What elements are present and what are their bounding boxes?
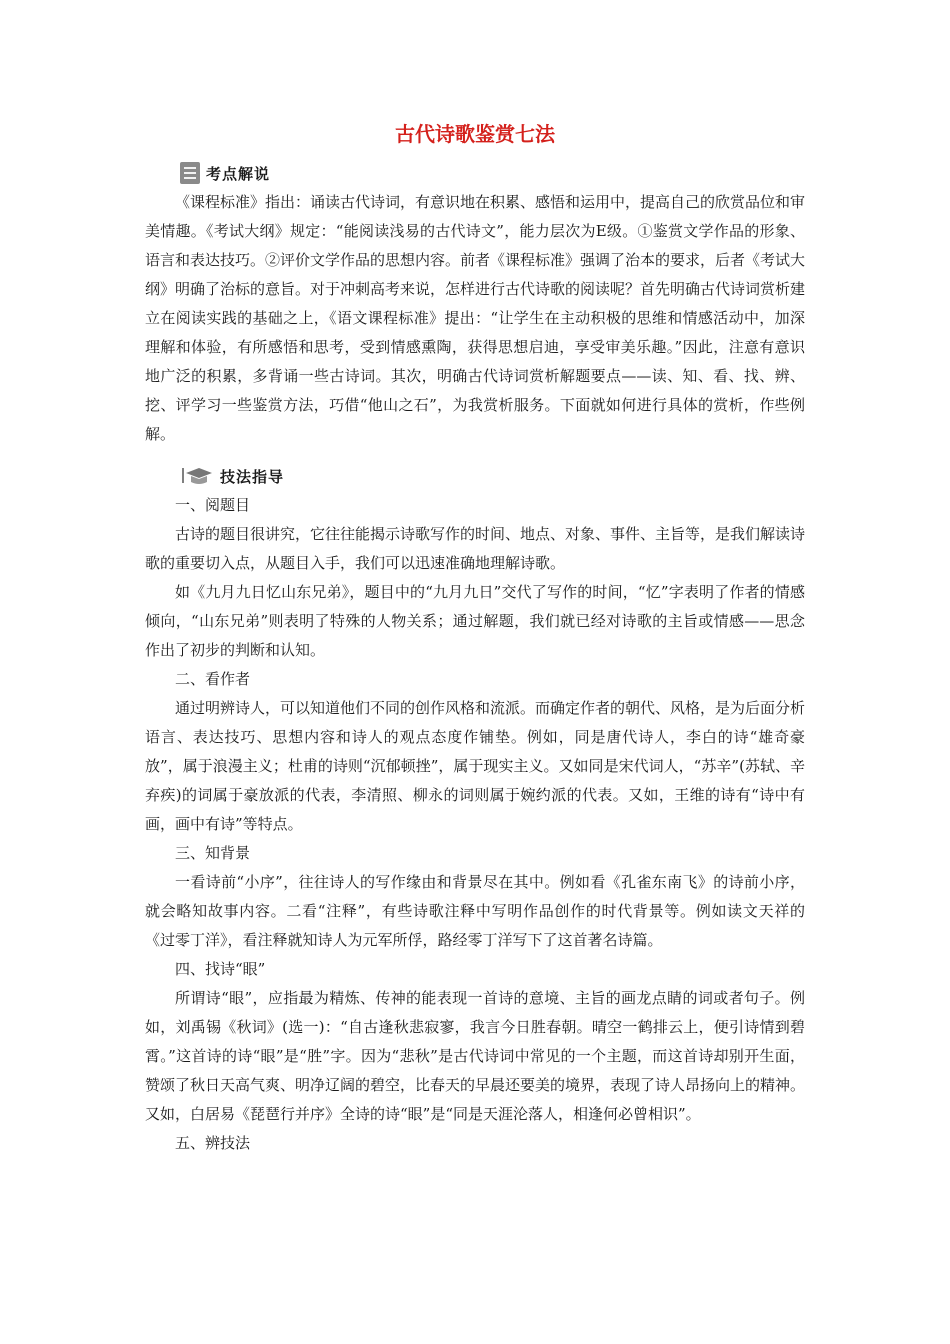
technique-paragraph: 古诗的题目很讲究，它往往能揭示诗歌写作的时间、地点、对象、事件、主旨等，是我们解读诗歌的重要切入点，从题目入手，我们可以迅速准确地理解诗歌。 (145, 525, 806, 572)
technique-paragraph: 一看诗前“小序”，往往诗人的写作缘由和背景尽在其中。例如看《孔雀东南飞》的诗前小序，就会略知故事内容。二看“注释”，有些诗歌注释中写明作品创作的时代背景等。例如读文天祥的《过零丁洋》，看注释就知诗人为元军所俘，路经零丁洋写下了这首著名诗篇。 (145, 873, 805, 949)
intro-paragraph: 《课程标准》指出：诵读古代诗词，有意识地在积累、感悟和运用中，提高自己的欣赏品位和审美情趣。《考试大纲》规定：“能阅读浅易的古代诗文”，能力层次为E级。①鉴赏文学作品的形象、语言和表达技巧。②评价文学作品的思想内容。前者《课程标准》强调了治本的要求，后者《考试大纲》明确了治标的意旨。对于冲刺高考来说，怎样进行古代诗歌的阅读呢？首先明确古代诗词赏析建立在阅读实践的基础之上，《语文课程标准》提出：“让学生在主动积极的思维和情感活动中，加深理解和体验，有所感悟和思考，受到情感熏陶，获得思想启迪，享受审美乐趣。”因此，注意有意识地广泛的积累，多背诵一些古诗词。其次，明确古代诗词赏析解题要点——读、知、看、找、辨、挖、评学习一些鉴赏方法，巧借“他山之石”，为我赏析服务。下面就如何进行具体的赏析，作些例解。 (145, 193, 806, 443)
technique-paragraph: 通过明辨诗人，可以知道他们不同的创作风格和流派。而确定作者的朝代、风格，是为后面分析语言、表达技巧、思想内容和诗人的观点态度作铺垫。例如，同是唐代诗人，李白的诗“雄奇豪放”，属于浪漫主义；杜甫的诗则“沉郁顿挫”，属于现实主义。又如同是宋代词人，“苏辛”(苏轼、辛弃疾)的词属于豪放派的代表，李清照、柳永的词则属于婉约派的代表。又如，王维的诗有“诗中有画，画中有诗”等特点。 (145, 699, 806, 833)
technique-subtitle: 二、看作者 (175, 670, 251, 688)
technique-paragraph: 如《九月九日忆山东兄弟》，题目中的“九月九日”交代了写作的时间，“忆”字表明了作者的情感倾向，“山东兄弟”则表明了特殊的人物关系；通过解题，我们就已经对诗歌的主旨或情感——思念作出了初步的判断和认知。 (145, 583, 805, 659)
document-page (145, 120, 805, 1158)
technique-subtitle: 三、知背景 (175, 844, 251, 862)
section-heading-label: 考点解说 (206, 164, 271, 183)
technique-paragraph: 所谓诗“眼”，应指最为精炼、传神的能表现一首诗的意境、主旨的画龙点睛的词或者句子。例如，刘禹锡《秋词》(选一)：“自古逢秋悲寂寥，我言今日胜春朝。晴空一鹤排云上，便引诗情到碧霄。”这首诗的诗“眼”是“胜”字。因为“悲秋”是古代诗词中常见的一个主题，而这首诗却别开生面，赞颂了秋日天高气爽、明净辽阔的碧空，比春天的早晨还要美的境界，表现了诗人昂扬向上的精神。又如，白居易《琵琶行并序》全诗的诗“眼”是“同是天涯沦落人，相逢何必曾相识”。 (145, 989, 806, 1123)
document-list-icon (180, 162, 200, 184)
page-title: 古代诗歌鉴赏七法 (395, 122, 555, 146)
technique-subtitle: 五、辨技法 (175, 1134, 251, 1152)
technique-list (145, 491, 805, 1158)
section-heading-kaodian (180, 158, 805, 188)
graduation-cap-icon (180, 465, 214, 487)
section-heading-label: 技法指导 (220, 467, 285, 486)
technique-subtitle: 四、找诗“眼” (175, 960, 266, 978)
technique-subtitle: 一、阅题目 (175, 496, 251, 514)
section-heading-jifa (180, 461, 805, 491)
